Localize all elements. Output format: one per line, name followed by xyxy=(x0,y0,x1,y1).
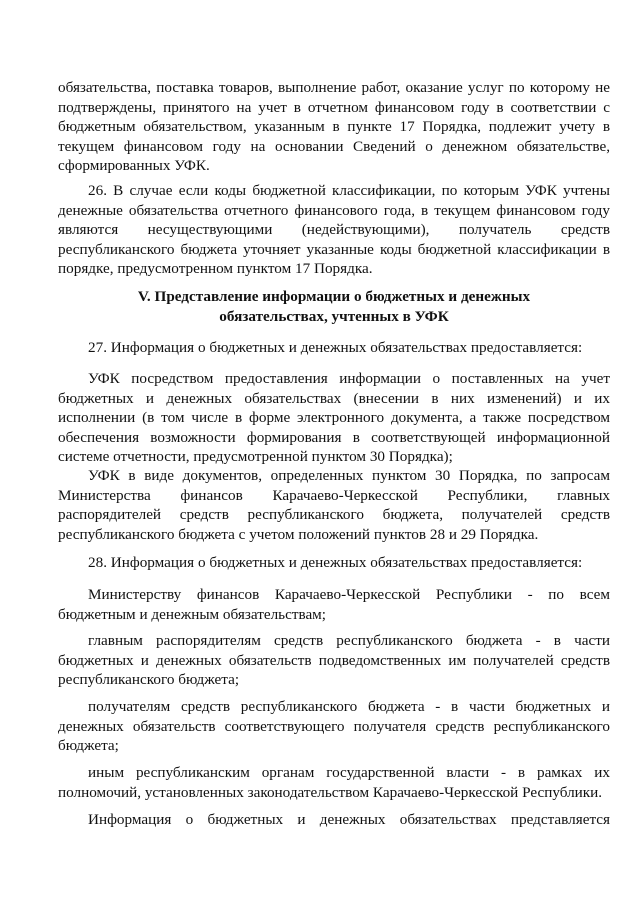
paragraph-28-item-recipients: получателям средств республиканского бюджета - в части бюджетных и денежных обязательств соответствующего получателя средств республиканского бюджета; xyxy=(58,698,610,754)
paragraph-27-item-ufk-info: УФК посредством предоставления информации о поставленных на учет бюджетных и денежных обязательствах (внесении в них изменений) и их исполнении (в том числе в форме электронного документа, а также посредством обеспечения возможности формирования в соответствующей информационной системе отчетности, предусмотренной пунктом 30 Порядка); xyxy=(58,370,610,465)
paragraph-26: 26. В случае если коды бюджетной классификации, по которым УФК учтены денежные обязательства отчетного финансового года, в текущем финансовом году являются несуществующими (недействующими), получатель средств республиканского бюджета уточняет указанные коды бюджетной классификации в порядке, предусмотренном пунктом 17 Порядка. xyxy=(58,182,610,277)
paragraph-27-item-ufk-documents: УФК в виде документов, определенных пунктом 30 Порядка, по запросам Министерства финансов Карачаево-Черкесской Республики, главных распорядителей средств республиканского бюджета, получателей средств республиканского бюджета с учетом положений пунктов 28 и 29 Порядка. xyxy=(58,467,610,543)
paragraph-28-item-other-authorities: иным республиканским органам государственной власти - в рамках их полномочий, установленных законодательством Карачаево-Черкесской Республики. xyxy=(58,764,610,801)
section-title-line-2: обязательствах, учтенных в УФК xyxy=(219,307,449,325)
paragraph-28-item-main-managers: главным распорядителям средств республиканского бюджета - в части бюджетных и денежных обязательств подведомственных им получателей средств республиканского бюджета; xyxy=(58,632,610,688)
section-title-line-1: V. Представление информации о бюджетных и денежных xyxy=(137,288,531,305)
paragraph-continuation: обязательства, поставка товаров, выполнение работ, оказание услуг по которому не подтверждены, принятого на учет в отчетном финансовом году в соответствии с бюджетным обязательством, указанным в пункте 17 Порядка, подлежит учету в текущем финансовом году на основании Сведений о денежном обязательстве, сформированных УФК. xyxy=(58,79,610,174)
paragraph-28: 28. Информация о бюджетных и денежных обязательствах предоставляется: xyxy=(88,554,583,571)
paragraph-27: 27. Информация о бюджетных и денежных обязательствах предоставляется: xyxy=(88,339,583,356)
paragraph-28-item-ministry: Министерству финансов Карачаево-Черкесской Республики - по всем бюджетным и денежным обязательствам; xyxy=(58,586,610,623)
paragraph-final-fragment: Информация о бюджетных и денежных обязательствах представляется xyxy=(88,811,610,828)
